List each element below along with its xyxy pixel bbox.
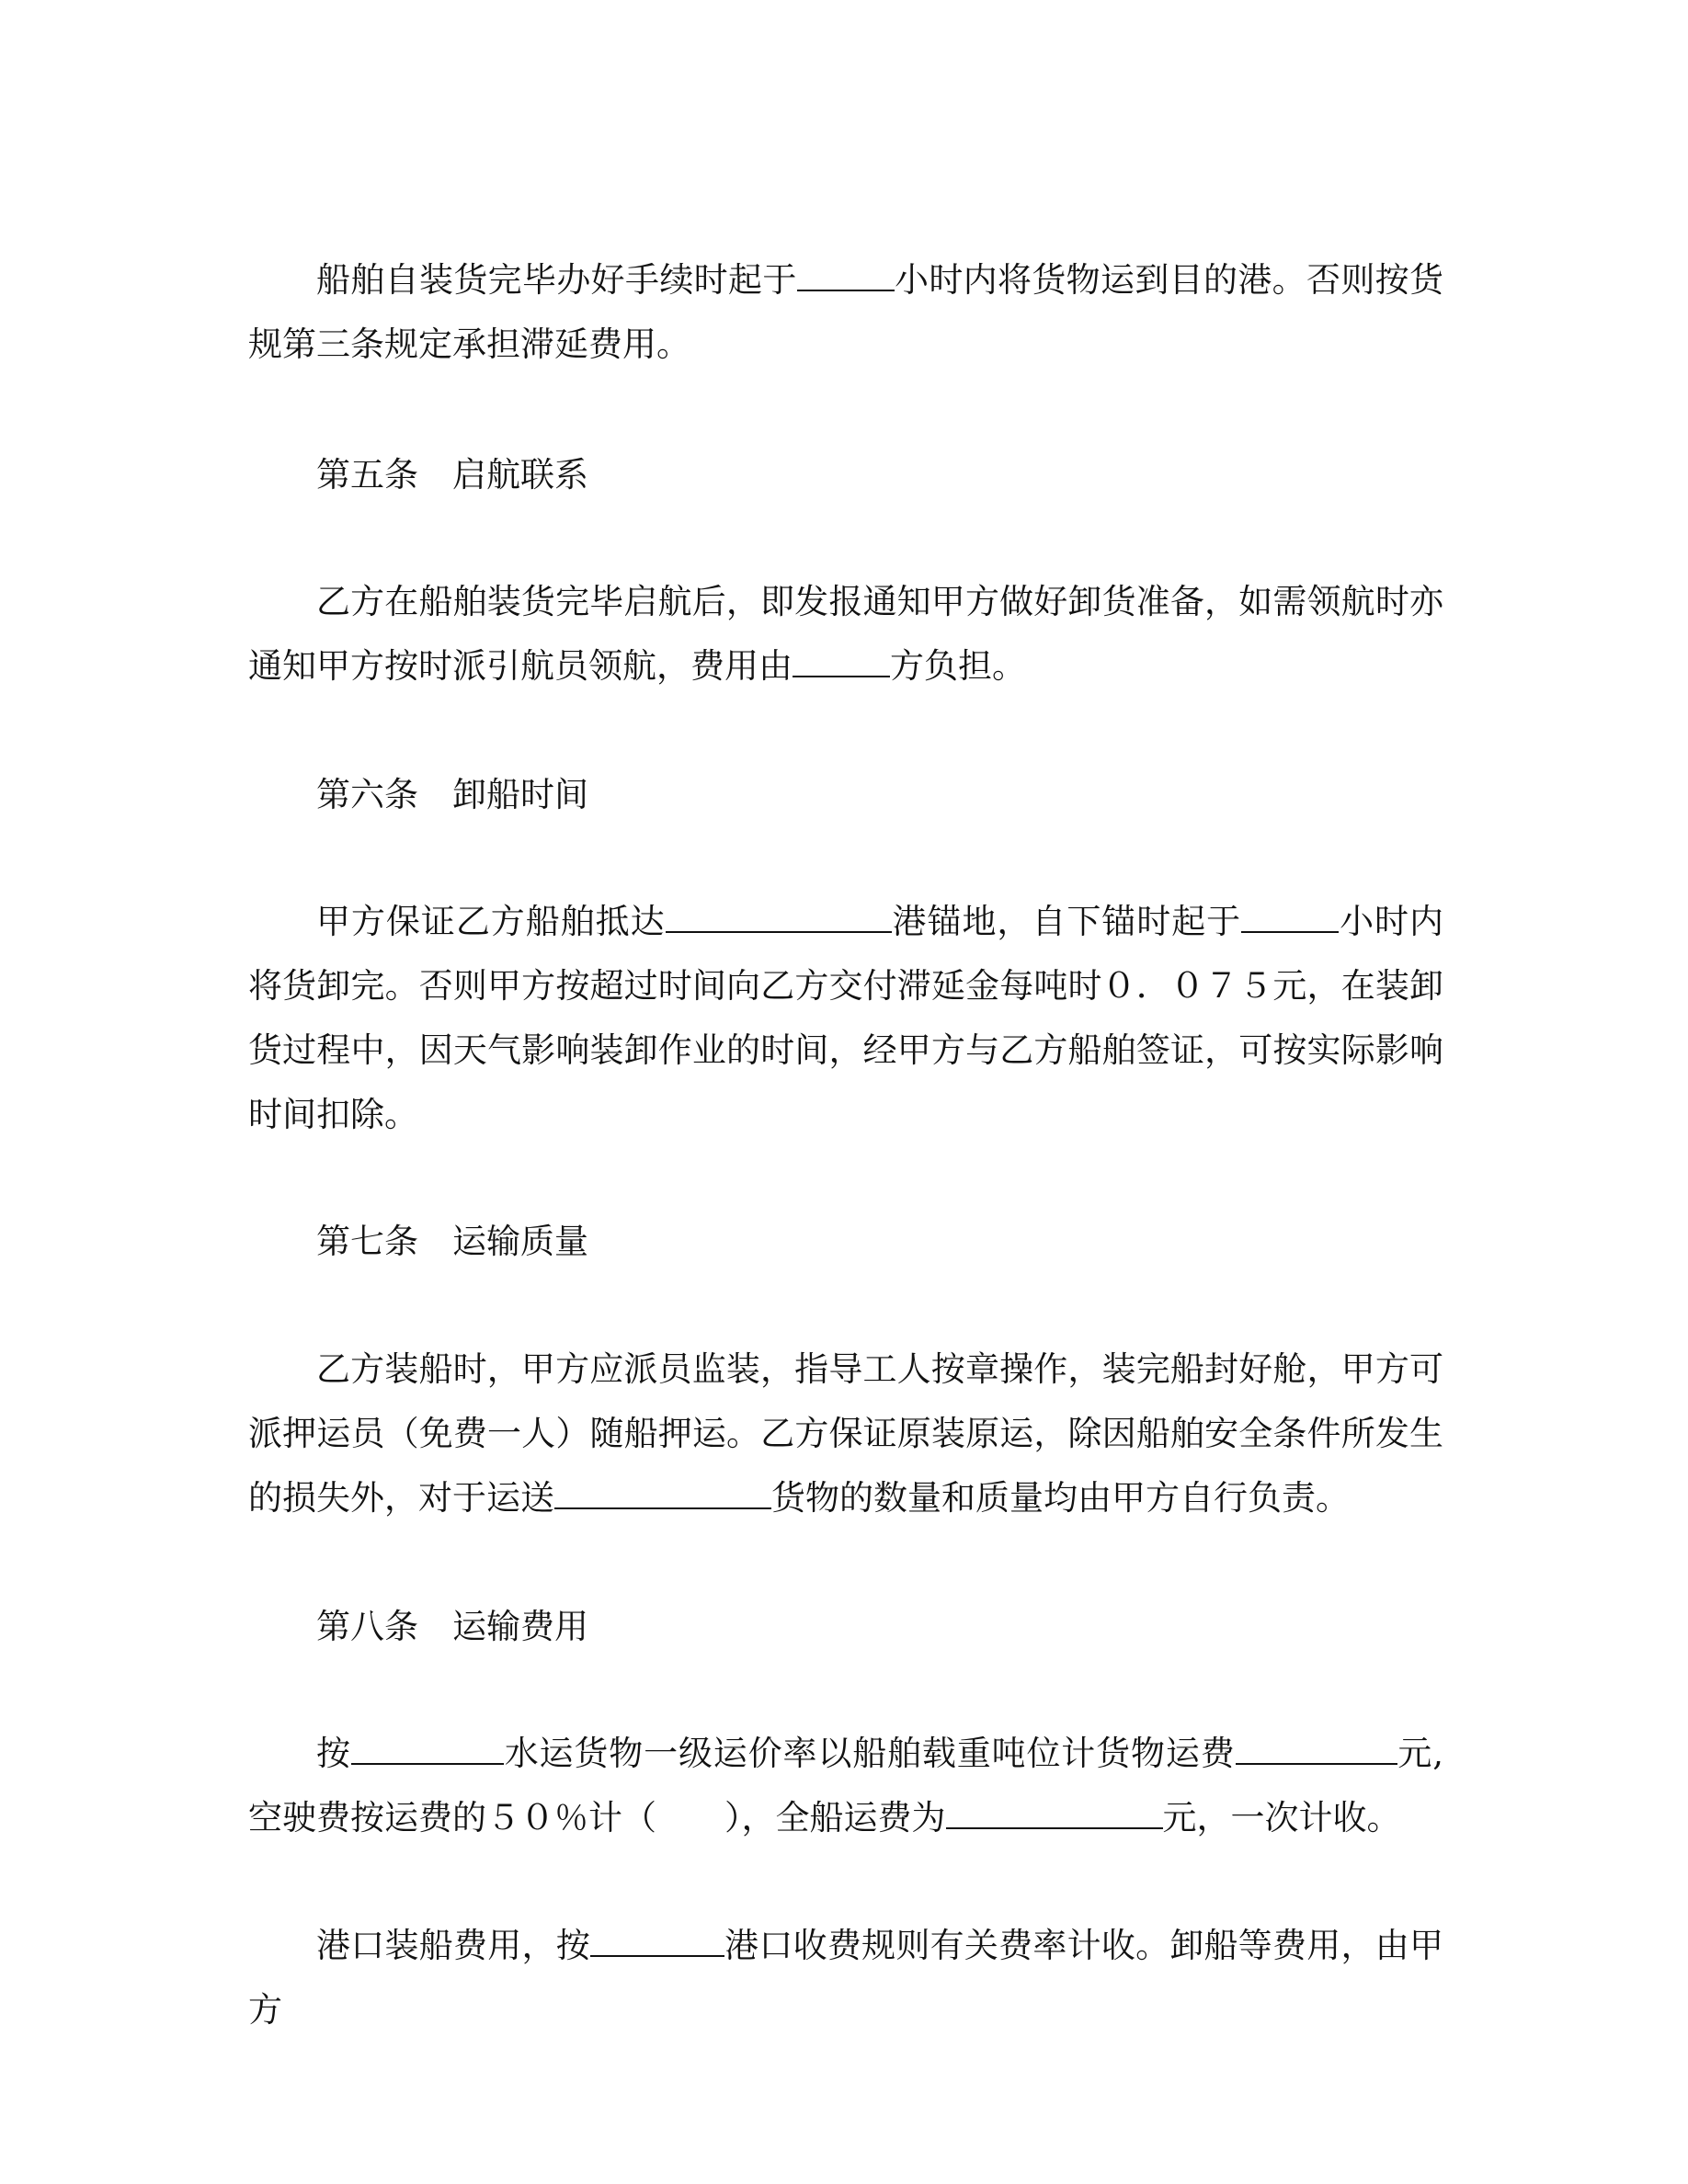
paragraph-departure-contact <box>248 570 1443 699</box>
text: 水运货物一级运价率以船舶载重吨位计货物运费 <box>503 1734 1236 1773</box>
text: 船舶自装货完毕办好手续时起于 <box>316 260 797 300</box>
paragraph-transport-quality <box>248 1337 1443 1530</box>
article-5-heading: 第五条 启航联系 <box>316 455 588 495</box>
article-6-heading: 第六条 卸船时间 <box>316 775 588 814</box>
blank-freight-amount <box>1236 1731 1397 1765</box>
paragraph-sailing-time <box>248 248 1443 377</box>
paragraph-port-fees <box>248 1914 1443 2042</box>
text: 小时内将货卸完。否则甲方按超过时间向乙方交付滞延金每吨时０．０７５元，在装卸货过程中，因天气影响装卸作业的时间，经甲方与乙方船舶签证，可按实际影响时间扣除。 <box>248 902 1444 1134</box>
blank-party <box>793 643 890 677</box>
blank-total-freight <box>946 1795 1163 1829</box>
text: 乙方在船舶装货完毕启航后，即发报通知甲方做好卸货准备，如需领航时亦通知甲方按时派引航员领航，费用由 <box>248 582 1443 686</box>
text: 港口收费规则有关费率计收。卸船等费用，由甲方 <box>248 1926 1444 2030</box>
blank-port-rules <box>590 1923 724 1957</box>
paragraph-freight-fees <box>248 1722 1443 1850</box>
text: 港口装船费用，按 <box>316 1926 590 1965</box>
article-8-heading: 第八条 运输费用 <box>316 1607 588 1646</box>
text: 小时内将货物运到目的港。否则按货规第三条规定承担滞延费用。 <box>248 260 1444 364</box>
blank-port <box>666 899 892 933</box>
text: 元,空驶费按运费的５０％计（ ），全船运费为 <box>248 1734 1444 1837</box>
text: 乙方装船时，甲方应派员监装，指导工人按章操作，装完船封好舱，甲方可派押运员（免费一人）随船押运。乙方保证原装原运，除因船舶安全条件所发生的损失外，对于运送 <box>248 1349 1443 1518</box>
blank-region <box>351 1731 504 1765</box>
text: 元，一次计收。 <box>1162 1798 1401 1837</box>
text: 按 <box>316 1734 351 1773</box>
paragraph-unloading-time <box>248 890 1443 1147</box>
text: 方负担。 <box>890 646 1026 686</box>
text: 甲方保证乙方船舶抵达 <box>316 902 666 941</box>
blank-hours <box>797 257 895 291</box>
blank-cargo <box>554 1475 771 1509</box>
text: 港锚地，自下锚时起于 <box>891 902 1242 941</box>
text: 货物的数量和质量均由甲方自行负责。 <box>771 1478 1350 1518</box>
blank-hours <box>1241 899 1339 933</box>
article-7-heading: 第七条 运输质量 <box>316 1222 588 1261</box>
